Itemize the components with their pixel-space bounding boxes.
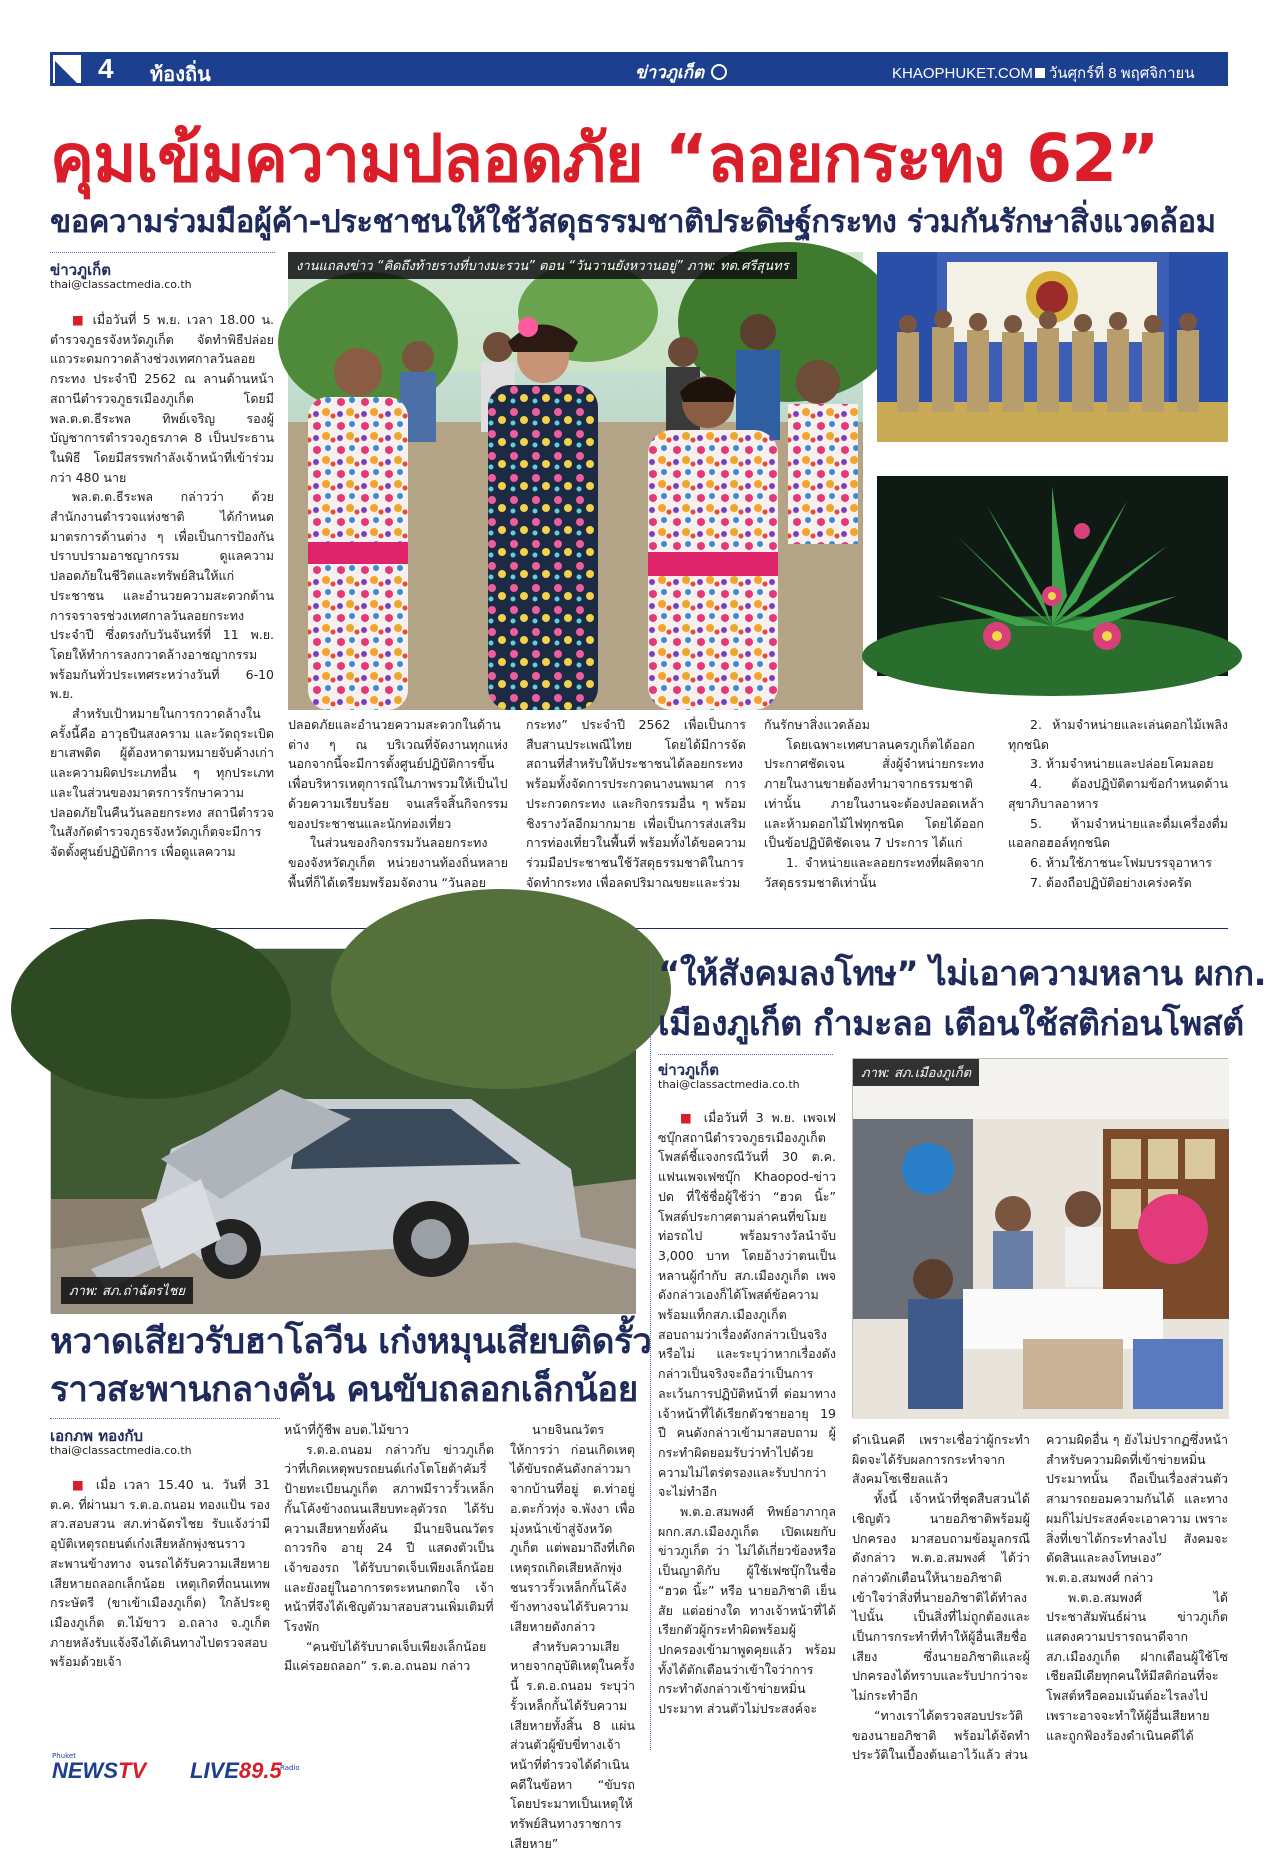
paragraph: กันรักษาสิ่งแวดล้อม bbox=[764, 717, 870, 732]
car-crash-image bbox=[51, 949, 636, 1314]
paragraph: 5. ห้ามจำหน่ายและดื่มเครื่องดื่มแอลกอฮอล์ทุกชนิด bbox=[1008, 815, 1228, 851]
masthead-logo bbox=[635, 59, 728, 86]
radio-frequency: 89.5 bbox=[238, 1758, 282, 1783]
main-story-column-5 bbox=[1008, 715, 1228, 910]
paragraph: 2. ห้ามจำหน่ายและเล่นดอกไม้เพลิงทุกชนิด bbox=[1008, 717, 1228, 752]
paragraph: 7. ต้องถือปฏิบัติอย่างเคร่งครัด bbox=[1030, 874, 1192, 890]
paragraph: โดยเฉพาะเทศบาลนครภูเก็ตได้ออกประกาศชัดเจน สั่งผู้จำหน่ายกระทงภายในงานขายต้องทำมาจากธรรมชาติเท่านั้น ภายในงานจะต้องปลอดเหล้า และห้ามดอกไม้ไฟทุกชนิด โดยได้ออกเป็นข้อปฏิบัติชัดเจน 7 ประการ ได้แก่ bbox=[764, 736, 984, 851]
paragraph: ทั้งนี้ เจ้าหน้าที่ชุดสืบสวนได้เชิญตัว นายอภิชาติพร้อมผู้ปกครอง มาสอบถามข้อมูลกรณีดังกล่าว พ.ต.อ.สมพงศ์ ได้ว่ากล่าวตักเตือนให้นายอภิชาติเข้าใจว่าสิ่งที่นายอภิชาติได้ทำลงไปนั้น เป็นสิ่งที่ไม่ถูกต้องและเป็นการกระทำที่ทำให้ผู้อื่นเสียชื่อเสียง ซึ่งนายอภิชาติและผู้ปกครองได้ทราบและรับปากว่าจะไม่กระทำอีก bbox=[852, 1491, 1030, 1704]
festival-photo bbox=[288, 252, 863, 710]
paragraph: กระทง” ประจำปี 2562 เพื่อเป็นการสืบสานประเพณีไทย โดยได้มีการจัดสถานที่สำหรับให้ประชาชนได้ลอยกระทง พร้อมทั้งจัดการประกวดนางนพมาศ การประกวดกระทง และกิจกรรมอื่น ๆ พร้อมชิงรางวัลอีกมากมาย เพื่อเป็นการส่งเสริมการท่องเที่ยวในพื้นที่ พร้อมทั้งได้ขอความร่วมมือประชาชนใช้วัสดุธรรมชาติในการจัดทำกระทง เพื่อลดปริมาณขยะและร่วม bbox=[526, 717, 746, 890]
paragraph: สำหรับเป้าหมายในการกวาดล้างในครั้งนี้คือ อาวุธปืนสงคราม และวัตถุระเบิด ยาเสพติด ผู้ต้องหาตามหมายจับค้างเก่า และความผิดประเภทอื่น ๆ ทุกประเภท และในส่วนของมาตรการรักษาความปลอดภัยในคืนวันลอยกระทง สถานีตำรวจในสังกัดตำรวจภูธรจังหวัดภูเก็ตจะมีการจัดตั้งศูนย์ปฏิบัติการ เพื่อดูแลความ bbox=[50, 706, 274, 859]
paragraph: ดำเนินคดี เพราะเชื่อว่าผู้กระทำผิดจะได้รับผลการกระทำจากสังคมโซเชียลแล้ว bbox=[852, 1432, 1030, 1487]
paragraph: ร.ต.อ.ถนอม กล่าวกับ ข่าวภูเก็ต ว่าที่เกิดเหตุพบรถยนต์เก๋งโตโยต้าคัมรี่ ป้ายทะเบียนภูเก็ต สภาพมีราวรั้วเหล็กกั้นโค้งข้างถนนเสียบทะลุตัวรถ ได้รับความเสียหายทั้งคัน มีนายจินณวัตร ถาวรกิจ อายุ 24 ปี แสดงตัวเป็นเจ้าของรถ ได้รับบาดเจ็บเพียงเล็กน้อย และยังอยู่ในอาการตระหนกตกใจ เจ้าหน้าที่จึงได้เชิญตัวมาสอบสวนเพิ่มเติมที่โรงพัก bbox=[284, 1441, 494, 1635]
paragraph: “คนขับได้รับบาดเจ็บเพียงเล็กน้อย มีแค่รอยถลอก” ร.ต.อ.ถนอม กล่าว bbox=[284, 1638, 487, 1674]
main-headline: คุมเข้มความปลอดภัย “ลอยกระทง 62” bbox=[50, 120, 1159, 197]
paragraph: พ.ต.อ.สมพงศ์ ได้ประชาสัมพันธ์ผ่าน ข่าวภูเก็ต แสดงความปรารถนาดีจาก สภ.เมืองภูเก็ต ฝากเตือนผู้ใช้โซเชียลมีเดียทุกคนให้มีสติก่อนที่จะโพสต์หรือคอมเม้นต์อะไรลงไป เพราะอาจจะทำให้ผู้อื่นเสียหาย และถูกฟ้องร้องดำเนินคดีได้ bbox=[1046, 1589, 1228, 1743]
paragraph: ในส่วนของกิจกรรมวันลอยกระทงของจังหวัดภูเก็ต หน่วยงานท้องถิ่นหลายพื้นที่ก็ได้เตรียมพร้อมจัดงาน “วันลอย bbox=[288, 835, 508, 890]
car-crash-photo bbox=[50, 948, 635, 1313]
globe-icon bbox=[711, 64, 727, 80]
police-meeting-caption: ภาพ: สภ.เมืองภูเก็ต bbox=[853, 1059, 979, 1086]
site-url[interactable]: KHAOPHUKET.COM bbox=[892, 65, 1033, 82]
social-story-column-1 bbox=[658, 1108, 836, 1750]
social-story-column-2 bbox=[852, 1430, 1030, 1763]
byline-rule bbox=[50, 252, 275, 253]
crash-byline: เอกภพ ทองกับ bbox=[50, 1427, 144, 1445]
paragraph: 1. จำหน่ายและลอยกระทงที่ผลิตจากวัสดุธรรมชาติเท่านั้น bbox=[764, 854, 984, 890]
tv-logo-text: TV bbox=[118, 1758, 147, 1783]
column-separator bbox=[650, 945, 651, 1750]
paragraph: พล.ต.ต.ธีระพล กล่าวว่า ด้วยสำนักงานตำรวจแห่งชาติ ได้กำหนดมาตรการด้านต่าง ๆ เพื่อเป็นการป้องกันปราบปรามอาชญากรรม ดูแลความปลอดภัยในชีวิตและทรัพย์สินให้แก่ประชาชน และอำนวยความสะดวกด้านการจราจรช่วงเทศกาลวันลอยกระทงประจำปี ซึ่งตรงกับวันจันทร์ที่ 11 พ.ย. โดยให้ทำการลงกวาดล้างอาชญากรรมพร้อมกันทั่วประเทศระหว่างวันที่ 6-10 พ.ย. bbox=[50, 489, 274, 702]
paragraph: ■ เมื่อวันที่ 5 พ.ย. เวลา 18.00 น. ตำรวจภูธรจังหวัดภูเก็ต จัดทำพิธีปล่อยแถวระดมกวาดล้างช่วงเทศกาลวันลอยกระทง ประจำปี 2562 ณ ลานด้านหน้าสถานีตำรวจภูธรเมืองภูเก็ต โดยมี พล.ต.ต.ธีระพล ทิพย์เจริญ รองผู้บัญชาการตำรวจภูธรภาค 8 เป็นประธานในพิธี โดยมีสรรพกำลังเจ้าหน้าที่เข้าร่วมกว่า 480 นาย bbox=[50, 310, 274, 487]
live-radio-logo bbox=[190, 1758, 282, 1784]
social-story-column-3 bbox=[1046, 1430, 1228, 1750]
paragraph: ปลอดภัยและอำนวยความสะดวกในด้านต่าง ๆ ณ บริเวณที่จัดงานทุกแห่ง นอกจากนี้จะมีการตั้งศูนย์ปฏิบัติการขึ้น เพื่อบริหารเหตุการณ์ในภาพรวมให้เป็นไปด้วยความเรียบร้อย จนเสร็จสิ้นกิจกรรมของประชาชนและนักท่องเที่ยว bbox=[288, 717, 508, 831]
site-and-date bbox=[892, 61, 1228, 102]
crash-story-column-2 bbox=[284, 1420, 494, 1750]
crash-byline-email[interactable]: thai@classactmedia.co.th bbox=[50, 1444, 192, 1457]
paragraph: 6. ห้ามใช้ภาชนะโฟมบรรจุอาหาร bbox=[1030, 854, 1212, 870]
crash-headline-line-1: หวาดเสียวรับฮาโลวีน เก๋งหมุนเสียบติดรั้ว bbox=[50, 1322, 652, 1362]
radio-logo-small: Radio bbox=[280, 1764, 300, 1772]
main-story-column-2 bbox=[288, 715, 508, 910]
main-byline-email[interactable]: thai@classactmedia.co.th bbox=[50, 278, 192, 291]
corner-logo-icon bbox=[50, 52, 84, 86]
byline-rule bbox=[50, 1418, 280, 1419]
crash-story-column-1 bbox=[50, 1475, 270, 1750]
news-logo-text: NEWS bbox=[52, 1758, 118, 1783]
social-byline: ข่าวภูเก็ต bbox=[658, 1061, 719, 1079]
section-name: ท้องถิ่น bbox=[150, 62, 211, 86]
masthead-logo-text: ข่าวภูเก็ต bbox=[635, 63, 705, 83]
main-byline: ข่าวภูเก็ต bbox=[50, 261, 111, 279]
newstv-logo bbox=[52, 1758, 146, 1784]
issue-date: วันศุกร์ที่ 8 พฤศจิกายน 2562 bbox=[892, 65, 1195, 102]
page-number: 4 bbox=[98, 53, 114, 84]
crash-headline-line-2: ราวสะพานกลางคัน คนขับถลอกเล็กน้อย bbox=[50, 1370, 638, 1410]
paragraph: ■ เมื่อ เวลา 15.40 น. วันที่ 31 ต.ค. ที่ผ่านมา ร.ต.อ.ถนอม ทองแป้น รอง สว.สอบสวน สภ.ท่าฉัตรไชย รับแจ้งว่ามีอุบัติเหตุรถยนต์เก๋งเสียหลักพุ่งชนราวสะพานข้างทาง จนรถได้รับความเสียหาย เสียหายถลอกเล็กน้อย เหตุเกิดที่ถนนเทพกระษัตรี (ขาเข้าเมืองภูเก็ต) ใกล้ประตูเมืองภูเก็ต ต.ไม้ขาว อ.ถลาง จ.ภูเก็ต ภายหลังรับแจ้งจึงได้เดินทางไปตรวจสอบ พร้อมด้วยเจ้า bbox=[50, 1475, 270, 1672]
paragraph: “ทางเราได้ตรวจสอบประวัติของนายอภิชาติ พร้อมได้จัดทำประวัติในเบื้องต้นเอาไว้แล้ว ส่วน bbox=[852, 1707, 1030, 1763]
main-story-column-4 bbox=[764, 715, 984, 910]
main-story-column-1 bbox=[50, 310, 274, 910]
krathong-image bbox=[877, 476, 1228, 676]
square-separator-icon bbox=[1035, 68, 1045, 78]
main-subheadline: ขอความร่วมมือผู้ค้า-ประชาชนให้ใช้วัสดุธรรมชาติประดิษฐ์กระทง ร่วมกันรักษาสิ่งแวดล้อม bbox=[50, 204, 1216, 240]
paragraph: ความผิดอื่น ๆ ยังไม่ปรากฏซึ่งหน้าสำหรับความผิดที่เข้าข่ายหมิ่นประมาทนั้น ถือเป็นเรื่องส่วนตัวสามารถยอมความกันได้ และทางผมก็ไม่ประสงค์จะเอาความ เพราะสิ่งที่เขาได้กระทำลงไป สังคมจะตัดสินและลงโทษเอง” พ.ต.อ.สมพงศ์ กล่าว bbox=[1046, 1432, 1228, 1585]
social-byline-email[interactable]: thai@classactmedia.co.th bbox=[658, 1078, 800, 1091]
social-headline-line-1: “ให้สังคมลงโทษ” ไม่เอาความหลาน ผกก. bbox=[658, 954, 1266, 994]
police-ceremony-image bbox=[877, 252, 1228, 442]
paragraph: 3. ห้ามจำหน่ายและปล่อยโคมลอย bbox=[1030, 756, 1214, 772]
social-headline-line-2: เมืองภูเก็ต กำมะลอ เตือนใช้สติก่อนโพสต์ bbox=[658, 1004, 1244, 1044]
paragraph: พ.ต.อ.สมพงศ์ ทิพย์อาภากุล ผกก.สภ.เมืองภูเก็ต เปิดเผยกับ ข่าวภูเก็ต ว่า ไม่ได้เกี่ยวข้องหรือเป็นญาติกับ ผู้ใช้เฟซบุ๊กในชื่อ “ฮวด นิ้ะ” หรือ นายอภิชาติ เย็นสัย แต่อย่างใด ทางเจ้าหน้าที่ได้เรียกตัวผู้กระทำผิดพร้อมผู้ปกครองเข้ามาพูดคุยแล้ว พร้อมทั้งได้ตักเตือนว่าเข้าใจว่าการกระทำดังกล่าวเข้าข่ายหมิ่นประมาท ส่วนตัวไม่ประสงค์จะ bbox=[658, 1504, 836, 1717]
paragraph: นายจินณวัตรให้การว่า ก่อนเกิดเหตุได้ขับรถคันดังกล่าวมาจากบ้านที่อยู่ ต.ท่าอยู่ อ.ตะกั่วทุ่ง จ.พังงา เพื่อมุ่งหน้าเข้าสู่จังหวัดภูเก็ต แต่พอมาถึงที่เกิดเหตุรถเกิดเสียหลักพุ่งชนราวรั้วเหล็กกั้นโค้งข้างทางจนได้รับความเสียหายดังกล่าว bbox=[510, 1422, 635, 1635]
crash-story-column-3 bbox=[510, 1420, 635, 1851]
page-header bbox=[50, 52, 1228, 102]
section-divider bbox=[50, 928, 1228, 929]
krathong-photo bbox=[877, 476, 1228, 676]
paragraph: 4. ต้องปฏิบัติตามข้อกำหนดด้านสุขาภิบาลอาหาร bbox=[1008, 776, 1228, 811]
festival-photo-caption: งานแถลงข่าว “คิดถึงท้ายรางที่บางมะรวน” ตอน “วันวานยังหวานอยู่” ภาพ: ทต.ศรีสุนทร bbox=[288, 252, 797, 279]
live-logo-text: LIVE bbox=[190, 1758, 239, 1783]
festival-photo-image bbox=[288, 252, 863, 710]
police-ceremony-photo bbox=[877, 252, 1228, 442]
car-crash-photo-caption: ภาพ: สภ.ถ่าฉัตรไชย bbox=[61, 1277, 193, 1304]
paragraph: สำหรับความเสียหายจากอุบัติเหตุในครั้งนี้ ร.ต.อ.ถนอม ระบุว่า รั้วเหล็กกั้นได้รับความเสียหายทั้งสิ้น 8 แผ่น ส่วนตัวผู้ขับขี่ทางเจ้าหน้าที่ตำรวจได้ดำเนินคดีในข้อหา “ขับรถโดยประมาทเป็นเหตุให้ทรัพย์สินทางราชการเสียหาย” bbox=[510, 1638, 635, 1851]
main-story-column-3 bbox=[526, 715, 746, 910]
police-meeting-image bbox=[853, 1059, 1229, 1419]
paragraph: ■ เมื่อวันที่ 3 พ.ย. เพจเฟซบุ๊กสถานีตำรวจภูธรเมืองภูเก็ต โพสต์ชี้แจงกรณีวันที่ 30 ต.ค. แฟนเพจเฟซบุ๊ก Khaopod-ข่าวปด ที่ใช้ชื่อผู้ใช้ว่า “ฮวด นิ้ะ” โพสต์ประกาศตามล่าคนที่ขโมยท่อรถไป พร้อมรางวัลนำจับ 3,000 บาท โดยอ้างว่าตนเป็นหลานผู้กำกับ สภ.เมืองภูเก็ต เพจดังกล่าวเองก็ได้โพสต์ข้อความพร้อมแท็กสภ.เมืองภูเก็ต สอบถามว่าเรื่องดังกล่าวเป็นจริงหรือไม่ และระบุว่าหากเรื่องดังกล่าวเป็นจริงจะถือว่าเป็นการละเว้นการปฏิบัติหน้าที่ ต่อมาทางเจ้าหน้าที่ได้เรียกตัวชายอายุ 19 ปี คนดังกล่าวเข้ามาสอบถาม ผู้กระทำผิดยอมรับว่าทำไปด้วยความไม่ไตร่ตรองและรับปากว่าจะไม่ทำอีก bbox=[658, 1108, 836, 1502]
police-meeting-photo bbox=[852, 1058, 1228, 1418]
byline-rule bbox=[658, 1054, 833, 1055]
paragraph: หน้าที่กู้ชีพ อบต.ไม้ขาว bbox=[284, 1422, 409, 1437]
news-logo-small: Phuket bbox=[52, 1752, 76, 1760]
